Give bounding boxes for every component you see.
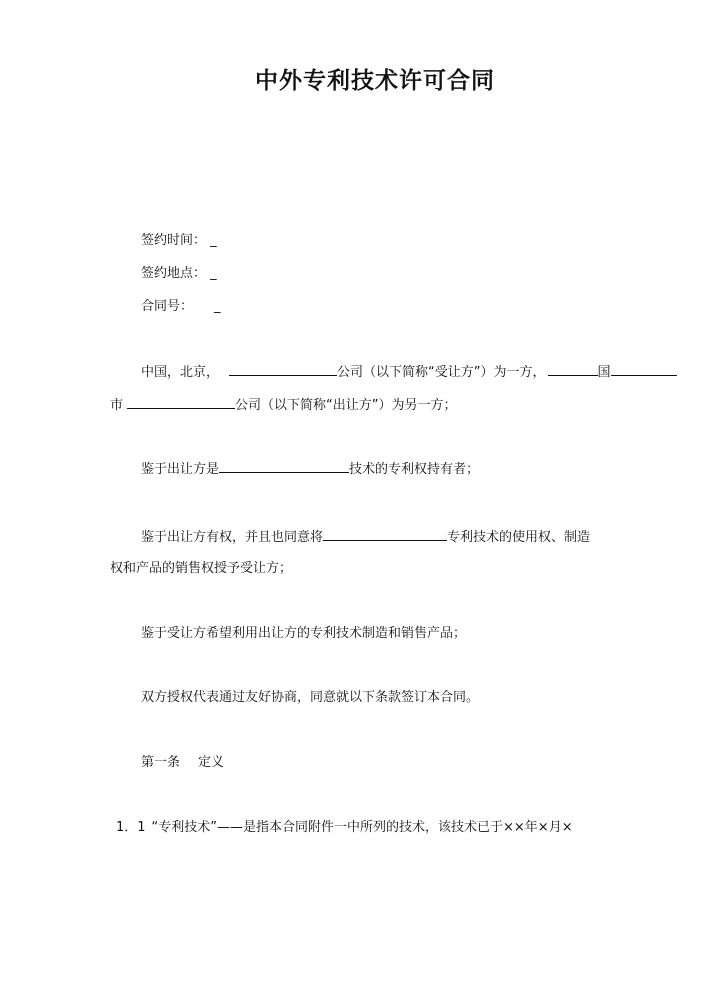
assignor-region-blank — [611, 363, 677, 376]
sign-place-row — [141, 266, 217, 282]
sign-time-label: 签约时间： — [141, 233, 207, 248]
article-1-heading — [141, 755, 224, 771]
article-1-label: 第一条 — [141, 755, 181, 770]
whereas-2-line-1 — [141, 528, 590, 546]
sign-time-value: _ — [210, 233, 217, 248]
sign-place-value: _ — [210, 266, 217, 281]
parties-line-1 — [141, 363, 677, 381]
clause-1-1-text: “专利技术”——是指本合同附件一中所列的技术，该技术已于××年×月× — [151, 820, 573, 835]
assignor-country-blank — [548, 363, 598, 376]
clause-1-1 — [116, 820, 573, 836]
whereas-2-text-c: 权和产品的销售权授予受让方； — [110, 561, 293, 576]
clause-1-1-number: 1．1 — [116, 820, 146, 835]
contract-number-label: 合同号： — [141, 299, 194, 314]
assignee-company-blank — [229, 363, 337, 376]
parties-text-a: 中国，北京， — [141, 365, 220, 380]
contract-number-value: _ — [214, 299, 221, 314]
sign-time-row — [141, 233, 217, 249]
parties-text-d: 市 — [110, 398, 124, 413]
sign-place-label: 签约地点： — [141, 266, 207, 281]
contract-number-row — [141, 299, 221, 315]
article-1-title: 定义 — [198, 755, 225, 770]
agreement-statement — [141, 690, 479, 706]
whereas-1 — [141, 460, 479, 478]
patent-technology-blank — [323, 528, 447, 541]
parties-text-c: 国 — [597, 365, 611, 380]
whereas-2-text-a: 鉴于出让方有权，并且也同意将 — [141, 530, 324, 545]
whereas-2-text-b: 专利技术的使用权、制造 — [447, 530, 591, 545]
whereas-3 — [141, 626, 466, 642]
whereas-3-text: 鉴于受让方希望利用出让方的专利技术制造和销售产品； — [141, 626, 467, 641]
document-title: 中外专利技术许可合同 — [255, 68, 495, 94]
agreement-text: 双方授权代表通过友好协商，同意就以下条款签订本合同。 — [141, 690, 480, 705]
parties-line-2 — [110, 396, 457, 414]
whereas-2-line-2 — [110, 561, 292, 577]
parties-text-e: 公司（以下简称“出让方”）为另一方； — [235, 398, 457, 413]
whereas-1-text-b: 技术的专利权持有者； — [349, 462, 480, 477]
parties-text-b: 公司（以下简称“受让方”）为一方， — [337, 365, 546, 380]
technology-name-blank — [219, 460, 349, 473]
assignor-company-blank — [127, 396, 235, 409]
whereas-1-text-a: 鉴于出让方是 — [141, 462, 220, 477]
